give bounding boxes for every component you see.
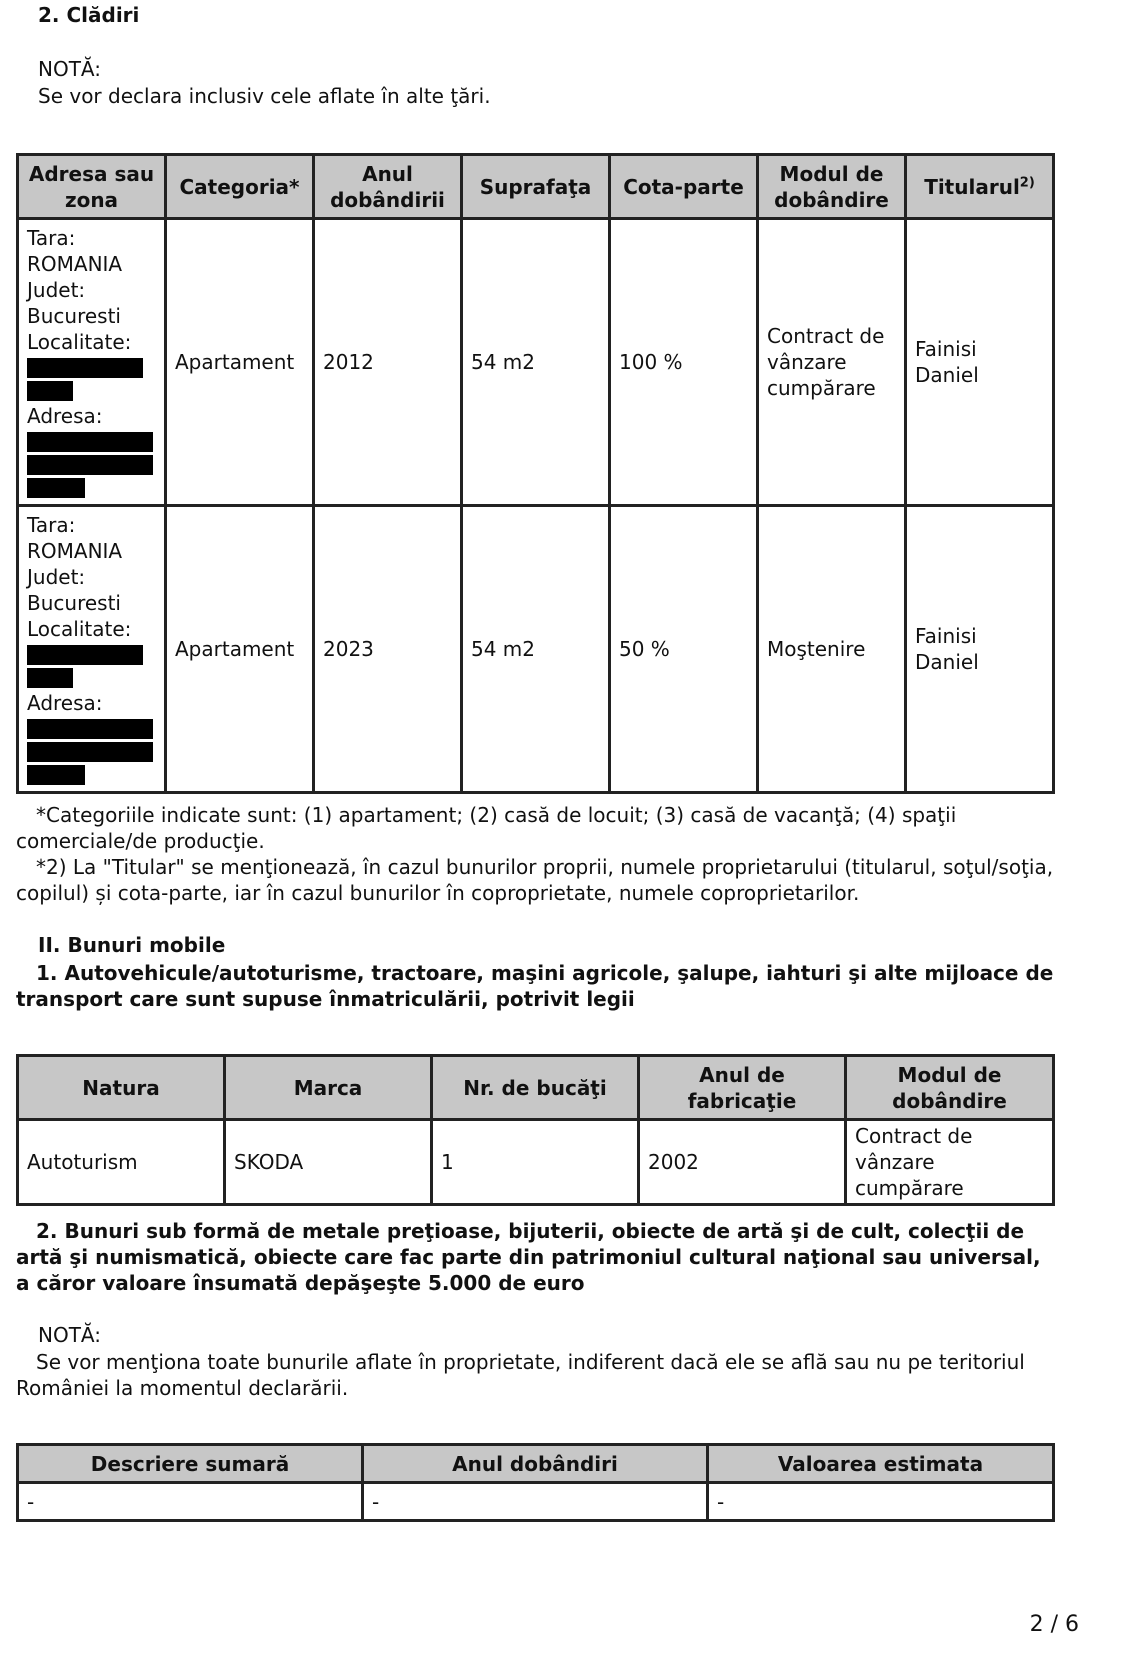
cell-modul: Contract de vânzare cumpărare <box>758 219 906 506</box>
redaction-bar <box>27 765 85 785</box>
cell-anul: 2023 <box>314 506 462 793</box>
header-anul: Anul dobândirii <box>314 155 462 219</box>
cell-valoarea: - <box>708 1483 1054 1521</box>
header-modul-dobandire: Modul de dobândire <box>846 1056 1054 1120</box>
cell-natura: Autoturism <box>18 1120 225 1205</box>
addr-adresa-label: Adresa: <box>27 403 103 428</box>
table-row <box>18 1120 1054 1205</box>
table-header-row <box>18 1445 1054 1483</box>
addr-localitate-label: Localitate: <box>27 616 132 641</box>
cell-suprafata: 54 m2 <box>462 219 610 506</box>
redaction-bar <box>27 719 153 739</box>
header-nr-bucati: Nr. de bucăţi <box>432 1056 639 1120</box>
cell-suprafata: 54 m2 <box>462 506 610 793</box>
header-descriere: Descriere sumară <box>18 1445 363 1483</box>
redaction-bar <box>27 742 153 762</box>
cell-categoria: Apartament <box>166 506 314 793</box>
redaction-bar <box>27 432 153 452</box>
cell-cota: 100 % <box>610 219 758 506</box>
table-row <box>18 219 1054 506</box>
header-natura: Natura <box>18 1056 225 1120</box>
address-cell <box>18 506 166 793</box>
subsection-title-autovehicule: 1. Autovehicule/autoturisme, tractoare, maşini agricole, şalupe, iahturi şi alte mijloace de transport care sunt supuse înmatriculării, potrivit legii <box>16 961 1054 1011</box>
page-number: 2 / 6 <box>1029 1612 1079 1637</box>
nota-text: Se vor declara inclusiv cele aflate în alte ţări. <box>38 84 491 108</box>
addr-adresa-label: Adresa: <box>27 690 103 715</box>
table-row <box>18 506 1054 793</box>
footnote-titular: *2) La "Titular" se menţionează, în cazul bunurilor proprii, numele proprietarului (titularul, soţul/soţia, copilul) și cota-parte, iar în cazul bunurilor în coproprietate, numele coproprietarilor. <box>16 855 1054 905</box>
addr-tara-label: Tara: <box>27 225 76 250</box>
table-row <box>18 1483 1054 1521</box>
addr-judet: Bucuresti <box>27 303 121 328</box>
redaction-bar <box>27 668 73 688</box>
cell-nr: 1 <box>432 1120 639 1205</box>
cell-marca: SKODA <box>225 1120 432 1205</box>
header-titular-sup: 2) <box>1019 174 1035 190</box>
header-suprafata: Suprafaţa <box>462 155 610 219</box>
addr-judet-label: Judet: <box>27 277 86 302</box>
header-anul-fabricatie: Anul de fabricaţie <box>639 1056 846 1120</box>
header-adresa: Adresa sau zona <box>18 155 166 219</box>
nota-label-2: NOTĂ: <box>38 1323 101 1347</box>
nota-text-2: Se vor menţiona toate bunurile aflate în proprietate, indiferent dacă ele se află sau nu pe teritoriul României la momentul declarării. <box>16 1350 1025 1400</box>
addr-judet-label: Judet: <box>27 564 86 589</box>
valuables-table <box>16 1443 1055 1522</box>
cell-anul: 2002 <box>639 1120 846 1205</box>
redaction-bar <box>27 645 143 665</box>
addr-tara: ROMANIA <box>27 538 123 563</box>
addr-tara-label: Tara: <box>27 512 76 537</box>
header-modul: Modul de dobândire <box>758 155 906 219</box>
header-cota: Cota-parte <box>610 155 758 219</box>
cell-anul: 2012 <box>314 219 462 506</box>
header-titular-label: Titularul <box>924 174 1020 199</box>
header-valoarea: Valoarea estimata <box>708 1445 1054 1483</box>
redaction-bar <box>27 381 73 401</box>
header-titular <box>906 155 1054 219</box>
header-categoria: Categoria* <box>166 155 314 219</box>
section-title-cladiri: 2. Clădiri <box>38 3 140 27</box>
header-anul-dobandiri: Anul dobândiri <box>363 1445 708 1483</box>
buildings-table <box>16 153 1055 794</box>
addr-localitate-label: Localitate: <box>27 329 132 354</box>
redaction-bar <box>27 478 85 498</box>
header-marca: Marca <box>225 1056 432 1120</box>
addr-judet: Bucuresti <box>27 590 121 615</box>
redaction-bar <box>27 358 143 378</box>
nota-label: NOTĂ: <box>38 57 101 81</box>
cell-titular: Fainisi Daniel <box>906 506 1054 793</box>
redaction-bar <box>27 455 153 475</box>
section-title-bunuri-mobile: II. Bunuri mobile <box>38 933 226 957</box>
vehicles-table <box>16 1054 1055 1206</box>
cell-titular: Fainisi Daniel <box>906 219 1054 506</box>
footnote-categorii: *Categoriile indicate sunt: (1) apartament; (2) casă de locuit; (3) casă de vacanţă; (4) spaţii comerciale/de producţie. <box>16 803 957 853</box>
cell-cota: 50 % <box>610 506 758 793</box>
cell-descriere: - <box>18 1483 363 1521</box>
table-header-row <box>18 155 1054 219</box>
cell-modul: Contract de vânzare cumpărare <box>846 1120 1054 1205</box>
cell-categoria: Apartament <box>166 219 314 506</box>
address-cell <box>18 219 166 506</box>
cell-anul: - <box>363 1483 708 1521</box>
addr-tara: ROMANIA <box>27 251 123 276</box>
table-header-row <box>18 1056 1054 1120</box>
cell-modul: Moştenire <box>758 506 906 793</box>
subsection-title-metale-pretioase: 2. Bunuri sub formă de metale preţioase, bijuterii, obiecte de artă şi de cult, colecţii de artă şi numismatică, obiecte care fac parte din patrimoniul cultural naţional sau universal, a căror valoare însumată depăşeşte 5.000 de euro <box>16 1219 1041 1295</box>
